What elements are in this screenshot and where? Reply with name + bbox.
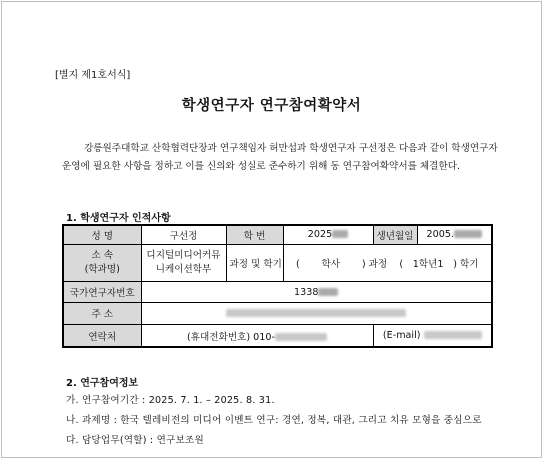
row-name	[63, 225, 492, 244]
course-open: (	[295, 259, 300, 271]
contact-label: 연락처	[63, 325, 141, 347]
address-cell	[141, 302, 492, 324]
document-title: 학생연구자 연구참여확약서	[181, 98, 362, 114]
document-page	[1, 1, 542, 458]
semester-value: 1학년1	[412, 259, 444, 271]
row-national-id	[63, 282, 492, 302]
row-department	[63, 244, 492, 282]
course-value	[283, 244, 492, 282]
dept-label-line1: 소 속	[91, 250, 114, 262]
birth-value: 2005.	[426, 229, 454, 241]
name-value: 구선정	[141, 225, 226, 244]
phone-text: (휴대전화번호) 010-	[187, 331, 275, 343]
student-id-value: 2025	[307, 229, 333, 241]
redacted-national-id	[318, 288, 338, 296]
semester-close: ) 학기	[453, 259, 479, 271]
dept-value-line1: 디지털미디어커뮤	[146, 250, 221, 262]
dept-label-line2: (학과명)	[84, 264, 120, 276]
intro-paragraph: 강릉원주대학교 산학협력단장과 연구책임자 허만섭과 학생연구자 구선정은 다음과 같이 학생연구자 운영에 필요한 사항을 정하고 이를 신의와 성실로 준수하기 위해 동 연구참여확약서를 체결한다.	[62, 143, 498, 172]
email-text: (E-mail)	[382, 330, 421, 342]
project-title: 나. 과제명 : 한국 텔레비전의 미디어 이벤트 연구: 경연, 정복, 대관, 그리고 치유 모형을 중심으로	[66, 415, 482, 426]
participation-period: 가. 연구참여기간 : 2025. 7. 1. – 2025. 8. 31.	[66, 395, 275, 406]
national-id-value: 1338	[294, 286, 319, 298]
birth-cell	[417, 225, 492, 244]
name-label: 성 명	[63, 225, 141, 244]
dept-value-line2: 니케이션학부	[155, 264, 212, 276]
row-address	[63, 302, 492, 324]
form-number: [별지 제1호서식]	[55, 70, 131, 81]
course-degree: 학사	[321, 259, 341, 271]
personal-info-table	[62, 224, 493, 348]
section1-heading: 1. 학생연구자 인적사항	[66, 213, 171, 224]
national-id-label: 국가연구자번호	[63, 282, 141, 302]
dept-value	[141, 244, 226, 282]
student-id-cell	[283, 225, 373, 244]
email-cell	[373, 325, 492, 347]
redacted-email	[424, 331, 482, 339]
birth-label: 생년월일	[373, 225, 417, 244]
redacted-student-id	[332, 230, 348, 238]
section2-heading: 2. 연구참여정보	[66, 378, 139, 389]
semester-open: (	[399, 259, 404, 271]
phone-cell	[141, 325, 373, 347]
redacted-address	[226, 309, 406, 317]
redacted-phone	[275, 333, 327, 341]
row-contact	[63, 325, 492, 347]
dept-label	[63, 244, 141, 282]
student-id-label: 학 번	[226, 225, 283, 244]
assigned-role: 다. 담당업무(역할) : 연구보조원	[66, 435, 204, 446]
course-close: ) 과정	[361, 259, 388, 271]
course-label: 과정 및 학기	[226, 244, 283, 282]
national-id-cell	[141, 282, 492, 302]
redacted-birth	[454, 230, 482, 238]
address-label: 주 소	[63, 302, 141, 324]
